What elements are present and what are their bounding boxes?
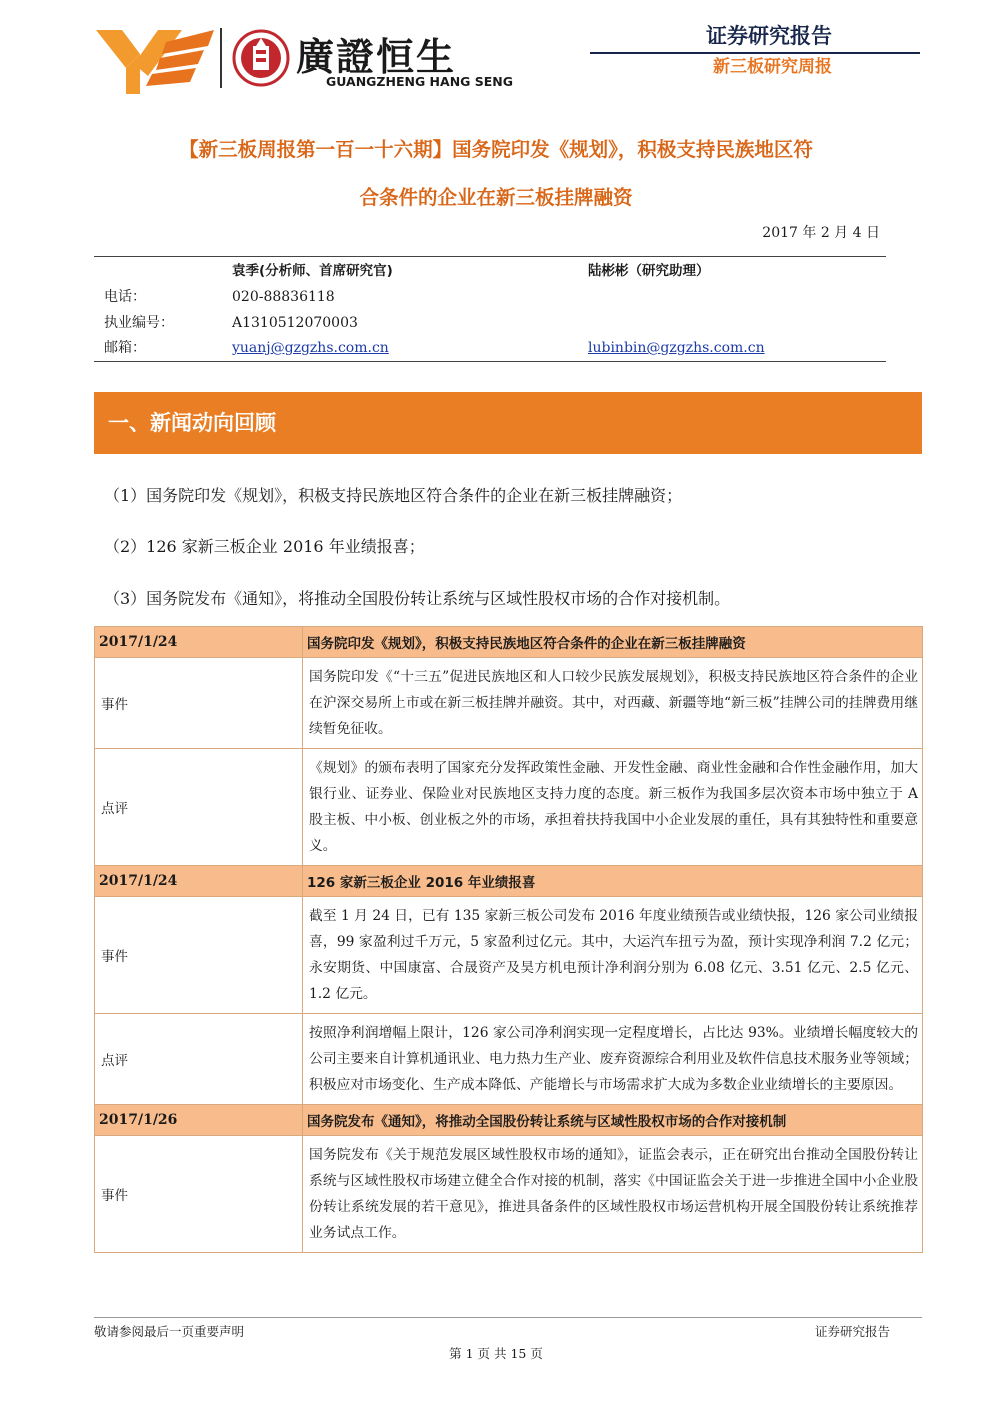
author-2-name: 陆彬彬（研究助理） (588, 263, 710, 279)
event-text: 国务院发布《关于规范发展区域性股权市场的通知》，证监会表示，正在研究出台推动全国股份转让系统与区域性股权市场建立健全合作对接的机制，落实《中国证监会关于进一步推进全国中小企业股份转让系统发展的若干意见》，推进具备条件的区域性股权市场运营机构开展全国股份转让系统推荐业务试点工作。 (303, 1136, 923, 1253)
email-label: 邮箱： (104, 340, 146, 356)
email-row (94, 336, 886, 360)
page-title (100, 126, 892, 222)
author-info (94, 256, 886, 362)
event-date: 2017/1/24 (95, 627, 303, 658)
section-title: 一、新闻动向回顾 (108, 411, 276, 435)
comment-row (95, 749, 923, 866)
author-names-row (94, 259, 886, 283)
event-label: 事件 (95, 1136, 303, 1253)
author-1-email-link[interactable]: yuanj@gzgzhs.com.cn (232, 340, 389, 356)
comment-label: 点评 (95, 1014, 303, 1105)
footer-report-type: 证券研究报告 (814, 1324, 890, 1339)
event-header-row (95, 1105, 923, 1136)
news-item-1: （1）国务院印发《规划》，积极支持民族地区符合条件的企业在新三板挂牌融资； (104, 486, 683, 505)
comment-label: 点评 (95, 749, 303, 866)
event-headline: 国务院发布《通知》，将推动全国股份转让系统与区域性股权市场的合作对接机制 (303, 1105, 923, 1136)
report-date: 2017 年 2 月 4 日 (762, 225, 880, 241)
phone-value: 020-88836118 (232, 289, 335, 305)
event-label: 事件 (95, 897, 303, 1014)
event-header-row (95, 627, 923, 658)
event-detail-row (95, 658, 923, 749)
event-date: 2017/1/26 (95, 1105, 303, 1136)
news-item-2: （2）126 家新三板企业 2016 年业绩报喜； (104, 537, 425, 556)
comment-text: 《规划》的颁布表明了国家充分发挥政策性金融、开发性金融、商业性金融和合作性金融作用，加大银行业、证券业、保险业对民族地区支持力度的态度。新三板作为我国多层次资本市场中独立于 A 股主板、中小板、创业板之外的市场，承担着扶持我国中小企业发展的重任，具有其独特性和重要意义。 (303, 749, 923, 866)
footer-rule (94, 1317, 922, 1318)
ye-logo-icon (96, 24, 214, 96)
author-1-name: 袁季(分析师、首席研究官) (232, 263, 393, 279)
company-logo (96, 22, 516, 98)
event-detail-row (95, 1136, 923, 1253)
license-value: A1310512070003 (232, 315, 358, 331)
event-detail-row (95, 897, 923, 1014)
event-text: 国务院印发《“十三五”促进民族地区和人口较少民族发展规划》，积极支持民族地区符合条件的企业在沪深交易所上市或在新三板挂牌并融资。其中，对西藏、新疆等地“新三板”挂牌公司的挂牌费用继续暂免征收。 (303, 658, 923, 749)
section-header (94, 392, 922, 454)
event-text: 截至 1 月 24 日，已有 135 家新三板公司发布 2016 年度业绩预告或业绩快报，126 家公司业绩报喜，99 家盈利过千万元，5 家盈利过亿元。其中，大运汽车扭亏为盈，预计实现净利润 7.2 亿元；永安期货、中国康富、合晟资产及昊方机电预计净利润分别为 6.08 亿元、3.51 亿元、2.5 亿元、1.2 亿元。 (303, 897, 923, 1014)
events-table (94, 626, 923, 1253)
logo-en-text: GUANGZHENG HANG SENG (326, 74, 514, 89)
event-label: 事件 (95, 658, 303, 749)
event-headline: 国务院印发《规划》，积极支持民族地区符合条件的企业在新三板挂牌融资 (303, 627, 923, 658)
news-item-3: （3）国务院发布《通知》，将推动全国股份转让系统与区域性股权市场的合作对接机制。 (104, 589, 731, 608)
event-header-row (95, 866, 923, 897)
event-date: 2017/1/24 (95, 866, 303, 897)
phone-row (94, 285, 886, 309)
logo-cn-text: 廣證恒生 (296, 35, 457, 79)
author-2-email-link[interactable]: lubinbin@gzgzhs.com.cn (588, 340, 765, 356)
report-header (590, 22, 920, 80)
report-type: 证券研究报告 (706, 24, 832, 48)
license-label: 执业编号： (104, 315, 174, 331)
title-line-2: 合条件的企业在新三板挂牌融资 (359, 186, 633, 209)
title-line-1: 【新三板周报第一百一十六期】国务院印发《规划》，积极支持民族地区符 (179, 138, 813, 161)
footer-disclaimer: 敬请参阅最后一页重要声明 (94, 1324, 245, 1339)
event-headline: 126 家新三板企业 2016 年业绩报喜 (303, 866, 923, 897)
comment-row (95, 1014, 923, 1105)
comment-text: 按照净利润增幅上限计，126 家公司净利润实现一定程度增长，占比达 93%。业绩增长幅度较大的公司主要来自计算机通讯业、电力热力生产业、废弃资源综合利用业及软件信息技术服务业等领域；积极应对市场变化、生产成本降低、产能增长与市场需求扩大成为多数企业业绩增长的主要原因。 (303, 1014, 923, 1105)
logo-divider (220, 28, 222, 88)
license-row (94, 311, 886, 335)
report-series: 新三板研究周报 (713, 57, 832, 77)
seal-icon (232, 28, 290, 88)
phone-label: 电话： (104, 289, 146, 305)
page-number: 第 1 页 共 15 页 (449, 1346, 543, 1361)
